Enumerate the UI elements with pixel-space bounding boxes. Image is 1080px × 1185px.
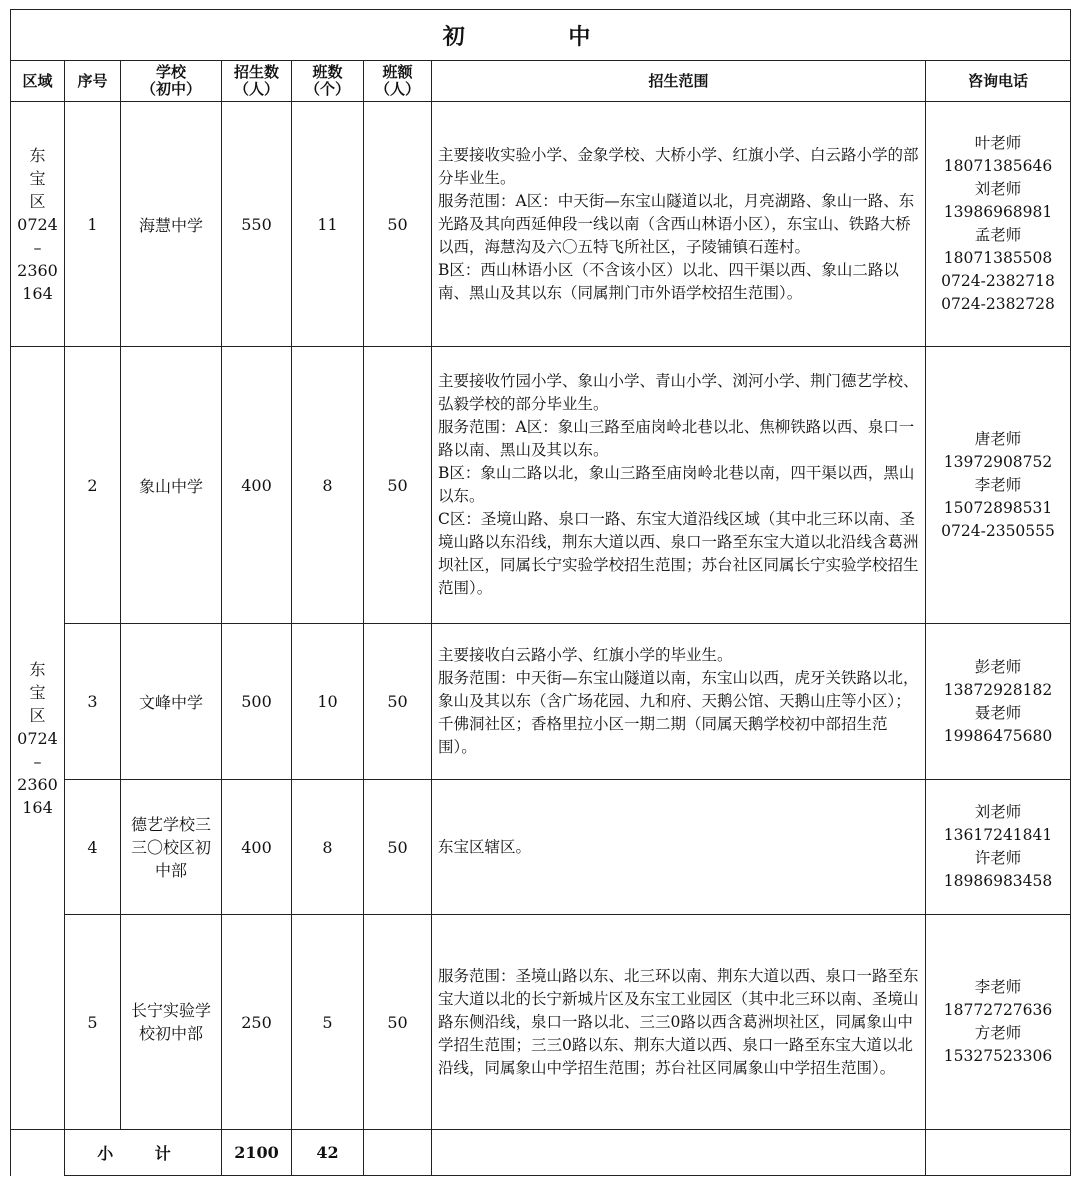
subtotal-blank-cell bbox=[11, 1130, 65, 1176]
class-quota: 50 bbox=[364, 347, 432, 624]
header-no: 序号 bbox=[65, 61, 121, 102]
header-quota: 班额 （人） bbox=[364, 61, 432, 102]
header-school: 学校 （初中） bbox=[121, 61, 222, 102]
header-classes: 班数 （个） bbox=[292, 61, 364, 102]
subtotal-label: 小 计 bbox=[65, 1130, 222, 1176]
enroll-count: 550 bbox=[222, 102, 292, 347]
enroll-scope: 主要接收实验小学、金象学校、大桥小学、红旗小学、白云路小学的部分毕业生。 服务范围：A区：中天街—东宝山隧道以北，月亮湖路、象山一路、东光路及其向西延伸段一线以南（含西山林语小区），东宝山、铁路大桥以西，海慧沟及六〇五特飞所社区，子陵铺镇石莲村。 B区：西山林语小区（不含该小区）以北、四干渠以西、象山二路以南、黑山及其以东（同属荆门市外语学校招生范围）。 bbox=[432, 102, 926, 347]
table-title: 初 中 bbox=[11, 10, 1071, 61]
enroll-scope: 主要接收竹园小学、象山小学、青山小学、浏河小学、荆门德艺学校、弘毅学校的部分毕业生。 服务范围：A区：象山三路至庙岗岭北巷以北、焦柳铁路以西、泉口一路以南、黑山及其以东。 B区：象山二路以北，象山三路至庙岗岭北巷以南，四干渠以西，黑山以东。 C区：圣境山路、泉口一路、东宝大道沿线区域（其中北三环以南、圣境山路以东沿线，荆东大道以西、泉口一路至东宝大道以北沿线含葛洲坝社区，同属长宁实验学校招生范围；苏台社区同属长宁实验学校招生范围）。 bbox=[432, 347, 926, 624]
subtotal-classes: 42 bbox=[292, 1130, 364, 1176]
subtotal-row bbox=[11, 1130, 1071, 1176]
row-no: 4 bbox=[65, 780, 121, 915]
class-count: 10 bbox=[292, 624, 364, 780]
school-name: 德艺学校三三〇校区初中部 bbox=[121, 780, 222, 915]
header-scope: 招生范围 bbox=[432, 61, 926, 102]
class-count: 8 bbox=[292, 780, 364, 915]
enroll-count: 400 bbox=[222, 780, 292, 915]
school-name: 文峰中学 bbox=[121, 624, 222, 780]
region-cell: 东 宝 区 0724 – 2360 164 bbox=[11, 102, 65, 347]
enroll-scope: 主要接收白云路小学、红旗小学的毕业生。 服务范围：中天街—东宝山隧道以南，东宝山以西，虎牙关铁路以北，象山及其以东（含广场花园、九和府、天鹅公馆、天鹅山庄等小区）；千佛洞社区；香格里拉小区一期二期（同属天鹅学校初中部招生范围）。 bbox=[432, 624, 926, 780]
row-no: 5 bbox=[65, 915, 121, 1130]
header-row bbox=[11, 61, 1071, 102]
contact-phone: 刘老师 13617241841 许老师 18986983458 bbox=[926, 780, 1071, 915]
row-no: 2 bbox=[65, 347, 121, 624]
header-region: 区域 bbox=[11, 61, 65, 102]
class-count: 5 bbox=[292, 915, 364, 1130]
subtotal-quota-blank bbox=[364, 1130, 432, 1176]
enroll-count: 250 bbox=[222, 915, 292, 1130]
table-row bbox=[11, 780, 1071, 915]
header-phone: 咨询电话 bbox=[926, 61, 1071, 102]
class-quota: 50 bbox=[364, 915, 432, 1130]
contact-phone: 叶老师 18071385646 刘老师 13986968981 孟老师 18071385508 0724-2382718 0724-2382728 bbox=[926, 102, 1071, 347]
enroll-scope: 东宝区辖区。 bbox=[432, 780, 926, 915]
class-count: 11 bbox=[292, 102, 364, 347]
enrollment-table bbox=[10, 9, 1071, 1176]
row-no: 3 bbox=[65, 624, 121, 780]
school-name: 长宁实验学校初中部 bbox=[121, 915, 222, 1130]
table-row bbox=[11, 915, 1071, 1130]
school-name: 海慧中学 bbox=[121, 102, 222, 347]
contact-phone: 唐老师 13972908752 李老师 15072898531 0724-2350555 bbox=[926, 347, 1071, 624]
header-enroll: 招生数 （人） bbox=[222, 61, 292, 102]
class-quota: 50 bbox=[364, 624, 432, 780]
subtotal-scope-blank bbox=[432, 1130, 926, 1176]
enroll-count: 400 bbox=[222, 347, 292, 624]
region-cell: 东 宝 区 0724 – 2360 164 bbox=[11, 347, 65, 1130]
table-row bbox=[11, 347, 1071, 624]
contact-phone: 李老师 18772727636 方老师 15327523306 bbox=[926, 915, 1071, 1130]
row-no: 1 bbox=[65, 102, 121, 347]
class-quota: 50 bbox=[364, 102, 432, 347]
enroll-scope: 服务范围：圣境山路以东、北三环以南、荆东大道以西、泉口一路至东宝大道以北的长宁新城片区及东宝工业园区（其中北三环以南、圣境山路东侧沿线，泉口一路以北、三三0路以西含葛洲坝社区，同属象山中学招生范围；三三0路以东、荆东大道以西、泉口一路至东宝大道以北沿线，同属象山中学招生范围；苏台社区同属象山中学招生范围）。 bbox=[432, 915, 926, 1130]
class-count: 8 bbox=[292, 347, 364, 624]
school-name: 象山中学 bbox=[121, 347, 222, 624]
subtotal-enroll: 2100 bbox=[222, 1130, 292, 1176]
class-quota: 50 bbox=[364, 780, 432, 915]
contact-phone: 彭老师 13872928182 聂老师 19986475680 bbox=[926, 624, 1071, 780]
table-row bbox=[11, 102, 1071, 347]
subtotal-phone-blank bbox=[926, 1130, 1071, 1176]
enroll-count: 500 bbox=[222, 624, 292, 780]
table-row bbox=[11, 624, 1071, 780]
